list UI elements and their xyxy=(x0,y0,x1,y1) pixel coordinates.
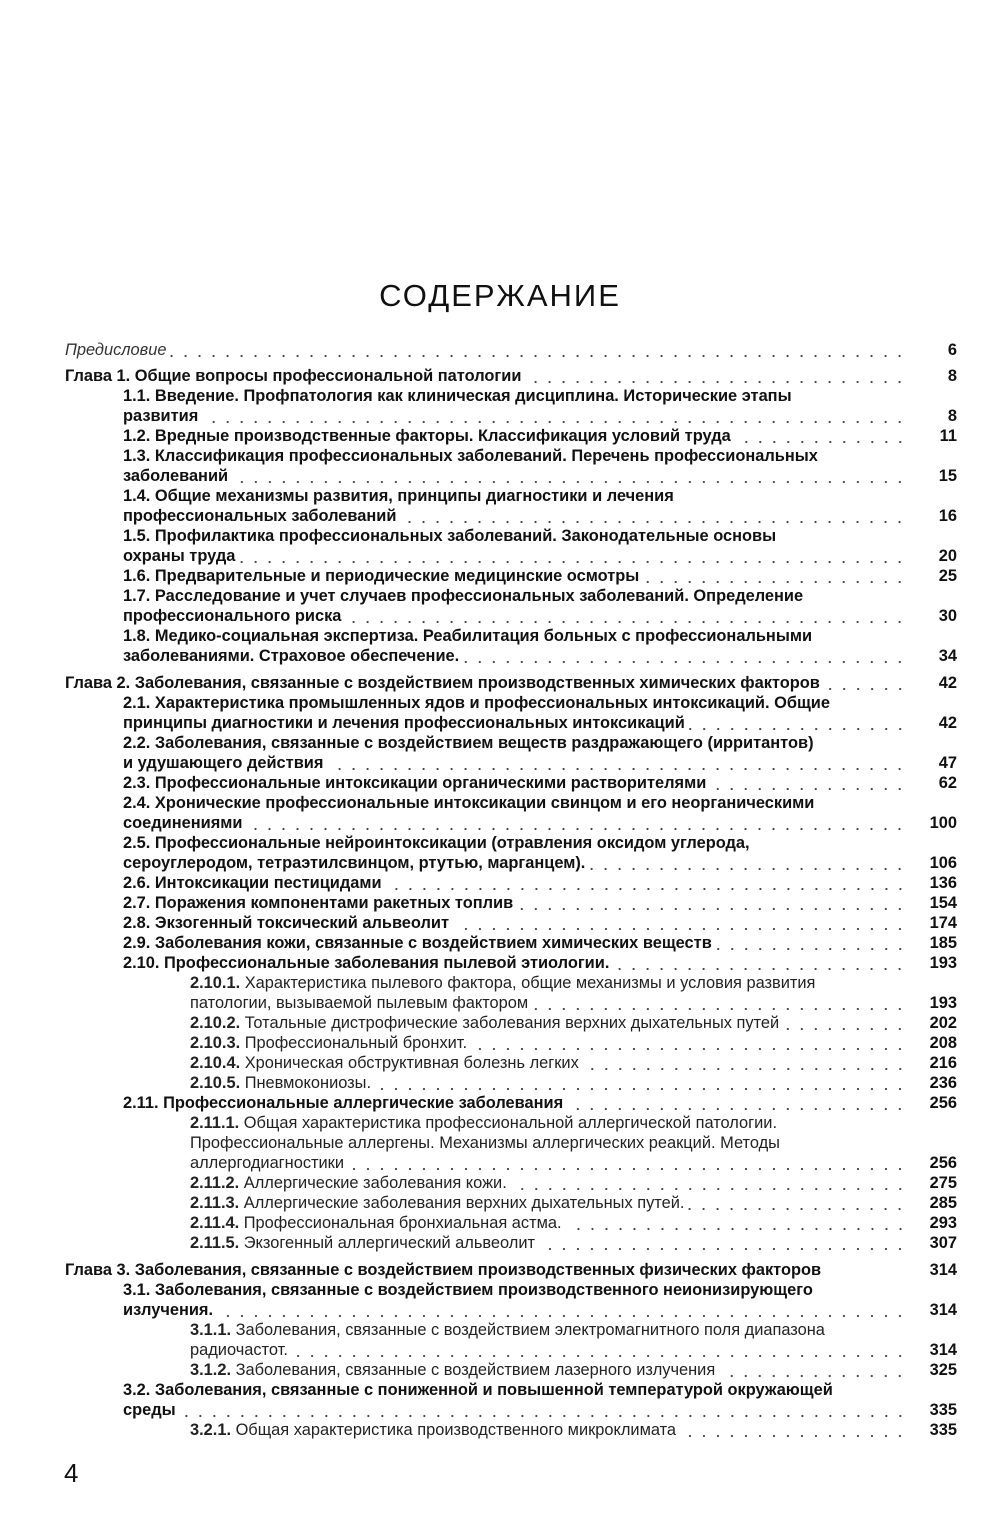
toc-entry-title: Общая характеристика производственного микроклимата xyxy=(235,1421,677,1439)
toc-entry-title: заболеваниями. Страховое обеспечение. xyxy=(123,647,460,665)
toc-entry[interactable] xyxy=(65,773,957,793)
toc-entry-title: Заболевания, связанные с воздействием производственного неионизирующего xyxy=(154,1281,813,1299)
toc-entry-line xyxy=(65,1233,957,1253)
toc-page-number: 34 xyxy=(938,647,957,665)
toc-page-number: 16 xyxy=(938,507,957,525)
toc-entry-line xyxy=(65,426,957,446)
toc-entry-line xyxy=(65,340,957,360)
toc-entry-line xyxy=(65,1340,957,1360)
toc-entry-title: Заболевания, связанные с воздействием лазерного излучения xyxy=(235,1361,716,1379)
toc-entry-line xyxy=(65,713,957,733)
toc-page-number: 11 xyxy=(939,427,957,445)
toc-entry-line xyxy=(65,606,957,626)
toc-entry-number: 2.11.1. xyxy=(190,1114,244,1132)
toc-entry-number: 2.10.4. xyxy=(190,1054,245,1072)
toc-entry-title: профессионального риска xyxy=(123,607,342,625)
toc-entry-line xyxy=(65,953,957,973)
toc-entry-line xyxy=(65,406,957,426)
toc-entry-title: Введение. Профпатология как клиническая дисциплина. Исторические этапы xyxy=(154,387,792,405)
toc-entry[interactable] xyxy=(65,386,957,426)
dot-leader xyxy=(719,1360,907,1380)
toc-entry-title: профессиональных заболеваний xyxy=(123,507,397,525)
toc-entry-line xyxy=(65,1093,957,1113)
dot-leader xyxy=(689,713,907,733)
toc-entry-line xyxy=(65,1400,957,1420)
dot-leader xyxy=(453,913,907,933)
toc-entry-line xyxy=(65,773,957,793)
dot-leader xyxy=(517,893,907,913)
toc-page-number: 275 xyxy=(929,1174,957,1192)
toc-entry-title: Профессиональные интоксикации органическими растворителями xyxy=(154,774,707,792)
toc-entry-title: Общие вопросы профессиональной патологии xyxy=(134,367,522,385)
toc-entry-title: Профессиональная бронхиальная астма. xyxy=(243,1214,562,1232)
dot-leader xyxy=(400,506,907,526)
toc-page-number: 208 xyxy=(929,1034,957,1052)
toc-page-number: 42 xyxy=(938,674,957,692)
toc-page-number: 202 xyxy=(929,1014,957,1032)
toc-entry-number: 1.3. xyxy=(123,447,155,465)
toc-page-number: 174 xyxy=(929,914,957,932)
toc-entry-number: Глава 1. xyxy=(65,367,135,385)
toc-entry-title: Хроническая обструктивная болезнь легких xyxy=(244,1054,579,1072)
toc-entry-title: Классификация профессиональных заболеваний. Перечень профессиональных xyxy=(154,447,818,465)
toc-entry[interactable] xyxy=(65,1113,957,1173)
toc-page-number: 15 xyxy=(938,467,957,485)
toc-entry-line xyxy=(65,913,957,933)
toc-entry-number: 2.1. xyxy=(123,694,155,712)
toc-entry-title: Характеристика промышленных ядов и профессиональных интоксикаций. Общие xyxy=(154,694,830,712)
toc-entry-line xyxy=(65,1420,957,1440)
dot-leader xyxy=(643,566,907,586)
toc-entry-number: 1.4. xyxy=(123,487,155,505)
dot-leader xyxy=(239,546,907,566)
toc-page-number: 293 xyxy=(929,1214,957,1232)
dot-leader xyxy=(348,1153,907,1173)
toc-entry-line xyxy=(65,626,957,646)
toc-entry[interactable] xyxy=(65,340,957,360)
dot-leader xyxy=(566,1213,907,1233)
toc-entry-line xyxy=(65,793,957,813)
toc-entry-line xyxy=(65,1053,957,1073)
toc-entry-title: Медико-социальная экспертиза. Реабилитация больных с профессиональными xyxy=(154,627,813,645)
toc-page-number: 335 xyxy=(929,1401,957,1419)
dot-leader xyxy=(327,753,907,773)
toc-entry[interactable] xyxy=(65,913,957,933)
toc-entry-line xyxy=(65,506,957,526)
toc-page-number: 256 xyxy=(929,1094,957,1112)
toc-entry-line xyxy=(65,1260,957,1280)
toc-chapter[interactable] xyxy=(65,673,957,693)
toc-entry[interactable] xyxy=(65,626,957,666)
dot-leader xyxy=(525,366,907,386)
toc-entry-line xyxy=(65,546,957,566)
toc-entry-title: Хронические профессиональные интоксикации свинцом и его неорганическими xyxy=(154,794,815,812)
toc-entry-line xyxy=(65,1300,957,1320)
toc-entry-line xyxy=(65,646,957,666)
toc-entry-number: Глава 3. xyxy=(65,1261,135,1279)
dot-leader xyxy=(180,1400,907,1420)
toc-page-number: 8 xyxy=(947,407,957,425)
page-number: 4 xyxy=(64,1458,79,1488)
toc-page-number: 307 xyxy=(929,1234,957,1252)
toc-entry[interactable] xyxy=(65,1360,957,1380)
toc-entry[interactable] xyxy=(65,953,957,973)
toc-entry-line xyxy=(65,933,957,953)
toc-entry-line xyxy=(65,853,957,873)
dot-leader xyxy=(463,646,907,666)
toc-entry-number: 2.6. xyxy=(123,874,155,892)
toc-entry-line xyxy=(65,526,957,546)
toc-page-number: 256 xyxy=(929,1154,957,1172)
toc-entry-line xyxy=(65,813,957,833)
toc-entry-title: излучения. xyxy=(123,1301,214,1319)
toc-entry-title: среды xyxy=(123,1401,176,1419)
toc-entry[interactable] xyxy=(65,1320,957,1360)
toc-page-number: 25 xyxy=(938,567,957,585)
dot-leader xyxy=(589,853,907,873)
toc-entry-title: Профессиональные аллергические заболевания xyxy=(163,1094,564,1112)
toc-entry-title: охраны труда xyxy=(123,547,236,565)
toc-entry-number: 2.10.5. xyxy=(190,1074,245,1092)
toc-entry-number: 2.8. xyxy=(123,914,155,932)
toc-entry-line xyxy=(65,833,957,853)
toc-entry-number: 2.2. xyxy=(123,734,155,752)
toc-entry[interactable] xyxy=(65,486,957,526)
dot-leader xyxy=(710,773,907,793)
toc-entry[interactable] xyxy=(65,733,957,773)
toc-entry-line xyxy=(65,366,957,386)
toc-page-number: 335 xyxy=(929,1421,957,1439)
toc-entry[interactable] xyxy=(65,973,957,1013)
dot-leader xyxy=(735,426,907,446)
toc-entry[interactable] xyxy=(65,893,957,913)
dot-leader xyxy=(680,1420,907,1440)
toc-entry-line xyxy=(65,1033,957,1053)
toc-entry-title: Заболевания, связанные с воздействием производственных химических факторов xyxy=(134,674,820,692)
toc-entry-line xyxy=(65,893,957,913)
toc-entry-title: Экзогенный аллергический альвеолит xyxy=(243,1234,536,1252)
toc-entry[interactable] xyxy=(65,693,957,733)
toc-entry-line xyxy=(65,1013,957,1033)
toc-entry[interactable] xyxy=(65,566,957,586)
dot-leader xyxy=(292,1340,907,1360)
toc-entry-line xyxy=(65,1213,957,1233)
table-of-contents xyxy=(65,340,957,1440)
toc-entry[interactable] xyxy=(65,1013,957,1033)
toc-page-number: 314 xyxy=(929,1341,957,1359)
toc-page-number: 285 xyxy=(929,1194,957,1212)
toc-chapter[interactable] xyxy=(65,366,957,386)
toc-entry-title: принципы диагностики и лечения профессиональных интоксикаций xyxy=(123,714,685,732)
toc-entry-line xyxy=(65,873,957,893)
toc-entry-number: 3.1.1. xyxy=(190,1321,236,1339)
dot-leader xyxy=(511,1173,907,1193)
toc-page-number: 314 xyxy=(929,1261,957,1279)
toc-entry-line xyxy=(65,673,957,693)
toc-entry-title: Пневмокониозы. xyxy=(244,1074,372,1092)
toc-entry-line xyxy=(65,753,957,773)
toc-entry[interactable] xyxy=(65,426,957,446)
toc-entry-number: 1.1. xyxy=(123,387,155,405)
toc-entry-number: Глава 2. xyxy=(65,674,135,692)
toc-entry-title: Предисловие xyxy=(65,341,167,359)
toc-entry-line xyxy=(65,973,957,993)
toc-page-number: 185 xyxy=(929,934,957,952)
toc-entry-title: Общая характеристика профессиональной аллергической патологии. xyxy=(243,1114,778,1132)
toc-entry-title: Заболевания кожи, связанные с воздействием химических веществ xyxy=(154,934,712,952)
toc-entry-line xyxy=(65,1153,957,1173)
dot-leader xyxy=(613,953,907,973)
toc-entry-title: Расследование и учет случаев профессиональных заболеваний. Определение xyxy=(154,587,804,605)
toc-page-number: 20 xyxy=(938,547,957,565)
toc-entry-title: соединениями xyxy=(123,814,243,832)
toc-entry-title: аллергодиагностики xyxy=(190,1154,345,1172)
toc-entry[interactable] xyxy=(65,933,957,953)
toc-entry-line xyxy=(65,486,957,506)
toc-entry-line xyxy=(65,693,957,713)
toc-page-number: 216 xyxy=(929,1054,957,1072)
toc-entry-number: 2.3. xyxy=(123,774,155,792)
toc-entry[interactable] xyxy=(65,446,957,486)
toc-entry[interactable] xyxy=(65,833,957,873)
toc-entry-number: 2.11. xyxy=(123,1094,164,1112)
toc-entry-line xyxy=(65,386,957,406)
toc-page-number: 314 xyxy=(929,1301,957,1319)
toc-entry-number: 2.7. xyxy=(123,894,155,912)
toc-entry-title: Тотальные дистрофические заболевания верхних дыхательных путей xyxy=(244,1014,780,1032)
toc-entry-title: Характеристика пылевого фактора, общие механизмы и условия развития xyxy=(244,974,816,992)
toc-entry-line xyxy=(65,1113,957,1133)
toc-page-number: 325 xyxy=(929,1361,957,1379)
toc-entry-title: заболеваний xyxy=(123,467,229,485)
toc-page-number: 136 xyxy=(929,874,957,892)
toc-entry-number: 1.8. xyxy=(123,627,155,645)
toc-entry-line xyxy=(65,1380,957,1400)
toc-entry-line xyxy=(65,1133,957,1153)
toc-entry-number: 2.11.4. xyxy=(190,1214,244,1232)
dot-leader xyxy=(375,1073,907,1093)
dot-leader xyxy=(232,466,907,486)
toc-entry-number: 2.10.1. xyxy=(190,974,245,992)
toc-entry-line xyxy=(65,1193,957,1213)
toc-entry-title: Профессиональные аллергены. Механизмы аллергических реакций. Методы xyxy=(190,1134,780,1152)
toc-entry-title: Поражения компонентами ракетных топлив xyxy=(154,894,514,912)
toc-page-number: 100 xyxy=(929,814,957,832)
toc-entry-number: 1.7. xyxy=(123,587,155,605)
toc-page-number: 8 xyxy=(947,367,957,385)
dot-leader xyxy=(170,340,907,360)
toc-entry[interactable] xyxy=(65,1420,957,1440)
toc-entry-number: 3.1.2. xyxy=(190,1361,236,1379)
dot-leader xyxy=(567,1093,907,1113)
toc-entry[interactable] xyxy=(65,1280,957,1320)
toc-entry-number: 2.11.5. xyxy=(190,1234,244,1252)
toc-entry[interactable] xyxy=(65,526,957,566)
toc-entry-title: Вредные производственные факторы. Классификация условий труда xyxy=(154,427,731,445)
toc-entry-title: Профессиональные нейроинтоксикации (отравления оксидом углерода, xyxy=(154,834,750,852)
dot-leader xyxy=(783,1013,907,1033)
toc-entry-line xyxy=(65,1073,957,1093)
toc-entry-title: Аллергические заболевания кожи. xyxy=(243,1174,507,1192)
toc-entry-title: радиочастот. xyxy=(190,1341,288,1359)
toc-entry-title: Профессиональные заболевания пылевой этиологии. xyxy=(164,954,610,972)
toc-entry-line xyxy=(65,1280,957,1300)
toc-entry-line xyxy=(65,446,957,466)
toc-page-number: 6 xyxy=(947,341,957,359)
toc-entry-number: 2.5. xyxy=(123,834,155,852)
toc-entry[interactable] xyxy=(65,1173,957,1193)
dot-leader xyxy=(688,1193,907,1213)
dot-leader xyxy=(821,1260,913,1280)
dot-leader xyxy=(583,1053,907,1073)
toc-entry-title: патологии, вызываемой пылевым фактором xyxy=(190,994,529,1012)
toc-entry-number: 3.2. xyxy=(123,1381,155,1399)
toc-page-number: 62 xyxy=(938,774,957,792)
toc-entry-line xyxy=(65,993,957,1013)
toc-entry-line xyxy=(65,586,957,606)
toc-entry-number: 2.10. xyxy=(123,954,165,972)
dot-leader xyxy=(246,813,907,833)
toc-entry-line xyxy=(65,1320,957,1340)
toc-entry-title: и удушающего действия xyxy=(123,754,324,772)
toc-entry-line xyxy=(65,566,957,586)
toc-entry[interactable] xyxy=(65,1380,957,1420)
dot-leader xyxy=(824,673,907,693)
toc-entry[interactable] xyxy=(65,1033,957,1053)
toc-entry-title: Общие механизмы развития, принципы диагностики и лечения xyxy=(154,487,674,505)
toc-entry-title: развития xyxy=(123,407,199,425)
dot-leader xyxy=(539,1233,907,1253)
toc-page-number: 30 xyxy=(938,607,957,625)
toc-entry-title: Интоксикации пестицидами xyxy=(154,874,382,892)
toc-entry[interactable] xyxy=(65,793,957,833)
toc-entry-title: Аллергические заболевания верхних дыхательных путей. xyxy=(243,1194,685,1212)
toc-entry-title: Заболевания, связанные с воздействием производственных физических факторов xyxy=(134,1261,822,1279)
toc-entry-title: Предварительные и периодические медицинские осмотры xyxy=(154,567,640,585)
toc-entry-number: 2.10.2. xyxy=(190,1014,245,1032)
toc-entry-title: Заболевания, связанные с воздействием электромагнитного поля диапазона xyxy=(235,1321,825,1339)
toc-entry-number: 2.4. xyxy=(123,794,155,812)
toc-entry-line xyxy=(65,1360,957,1380)
dot-leader xyxy=(532,993,907,1013)
toc-entry-line xyxy=(65,466,957,486)
toc-entry-line xyxy=(65,1173,957,1193)
dot-leader xyxy=(217,1300,907,1320)
toc-entry-title: Профессиональный бронхит. xyxy=(244,1034,468,1052)
toc-entry-number: 1.2. xyxy=(123,427,155,445)
toc-page-number: 47 xyxy=(938,754,957,772)
dot-leader xyxy=(386,873,907,893)
toc-entry-number: 2.11.3. xyxy=(190,1194,244,1212)
toc-entry[interactable] xyxy=(65,586,957,626)
toc-entry[interactable] xyxy=(65,873,957,893)
toc-entry-title: Экзогенный токсический альвеолит xyxy=(154,914,450,932)
toc-page-number: 42 xyxy=(938,714,957,732)
dot-leader xyxy=(471,1033,907,1053)
toc-entry[interactable] xyxy=(65,1213,957,1233)
toc-entry-number: 3.1. xyxy=(123,1281,155,1299)
toc-page-number: 236 xyxy=(929,1074,957,1092)
toc-entry-number: 1.6. xyxy=(123,567,155,585)
toc-entry[interactable] xyxy=(65,1093,957,1113)
toc-entry-title: Заболевания, связанные с воздействием веществ раздражающего (ирритантов) xyxy=(154,734,814,752)
toc-entry-number: 2.10.3. xyxy=(190,1034,245,1052)
toc-entry-number: 2.9. xyxy=(123,934,155,952)
toc-entry-number: 1.5. xyxy=(123,527,155,545)
dot-leader xyxy=(345,606,907,626)
dot-leader xyxy=(202,406,907,426)
toc-entry[interactable] xyxy=(65,1233,957,1253)
toc-chapter[interactable] xyxy=(65,1260,957,1280)
toc-page-number: 193 xyxy=(929,994,957,1012)
toc-entry-title: сероуглеродом, тетраэтилсвинцом, ртутью, марганцем). xyxy=(123,854,586,872)
page-title: СОДЕРЖАНИЕ xyxy=(379,278,621,313)
toc-page-number: 154 xyxy=(929,894,957,912)
toc-entry[interactable] xyxy=(65,1073,957,1093)
toc-entry-number: 2.11.2. xyxy=(190,1174,244,1192)
toc-entry-number: 3.2.1. xyxy=(190,1421,236,1439)
toc-page-number: 193 xyxy=(929,954,957,972)
toc-entry[interactable] xyxy=(65,1193,957,1213)
toc-entry[interactable] xyxy=(65,1053,957,1073)
dot-leader xyxy=(716,933,907,953)
toc-page-number: 106 xyxy=(929,854,957,872)
toc-entry-line xyxy=(65,733,957,753)
toc-entry-title: Заболевания, связанные с пониженной и повышенной температурой окружающей xyxy=(154,1381,833,1399)
toc-entry-title: Профилактика профессиональных заболеваний. Законодательные основы xyxy=(154,527,777,545)
